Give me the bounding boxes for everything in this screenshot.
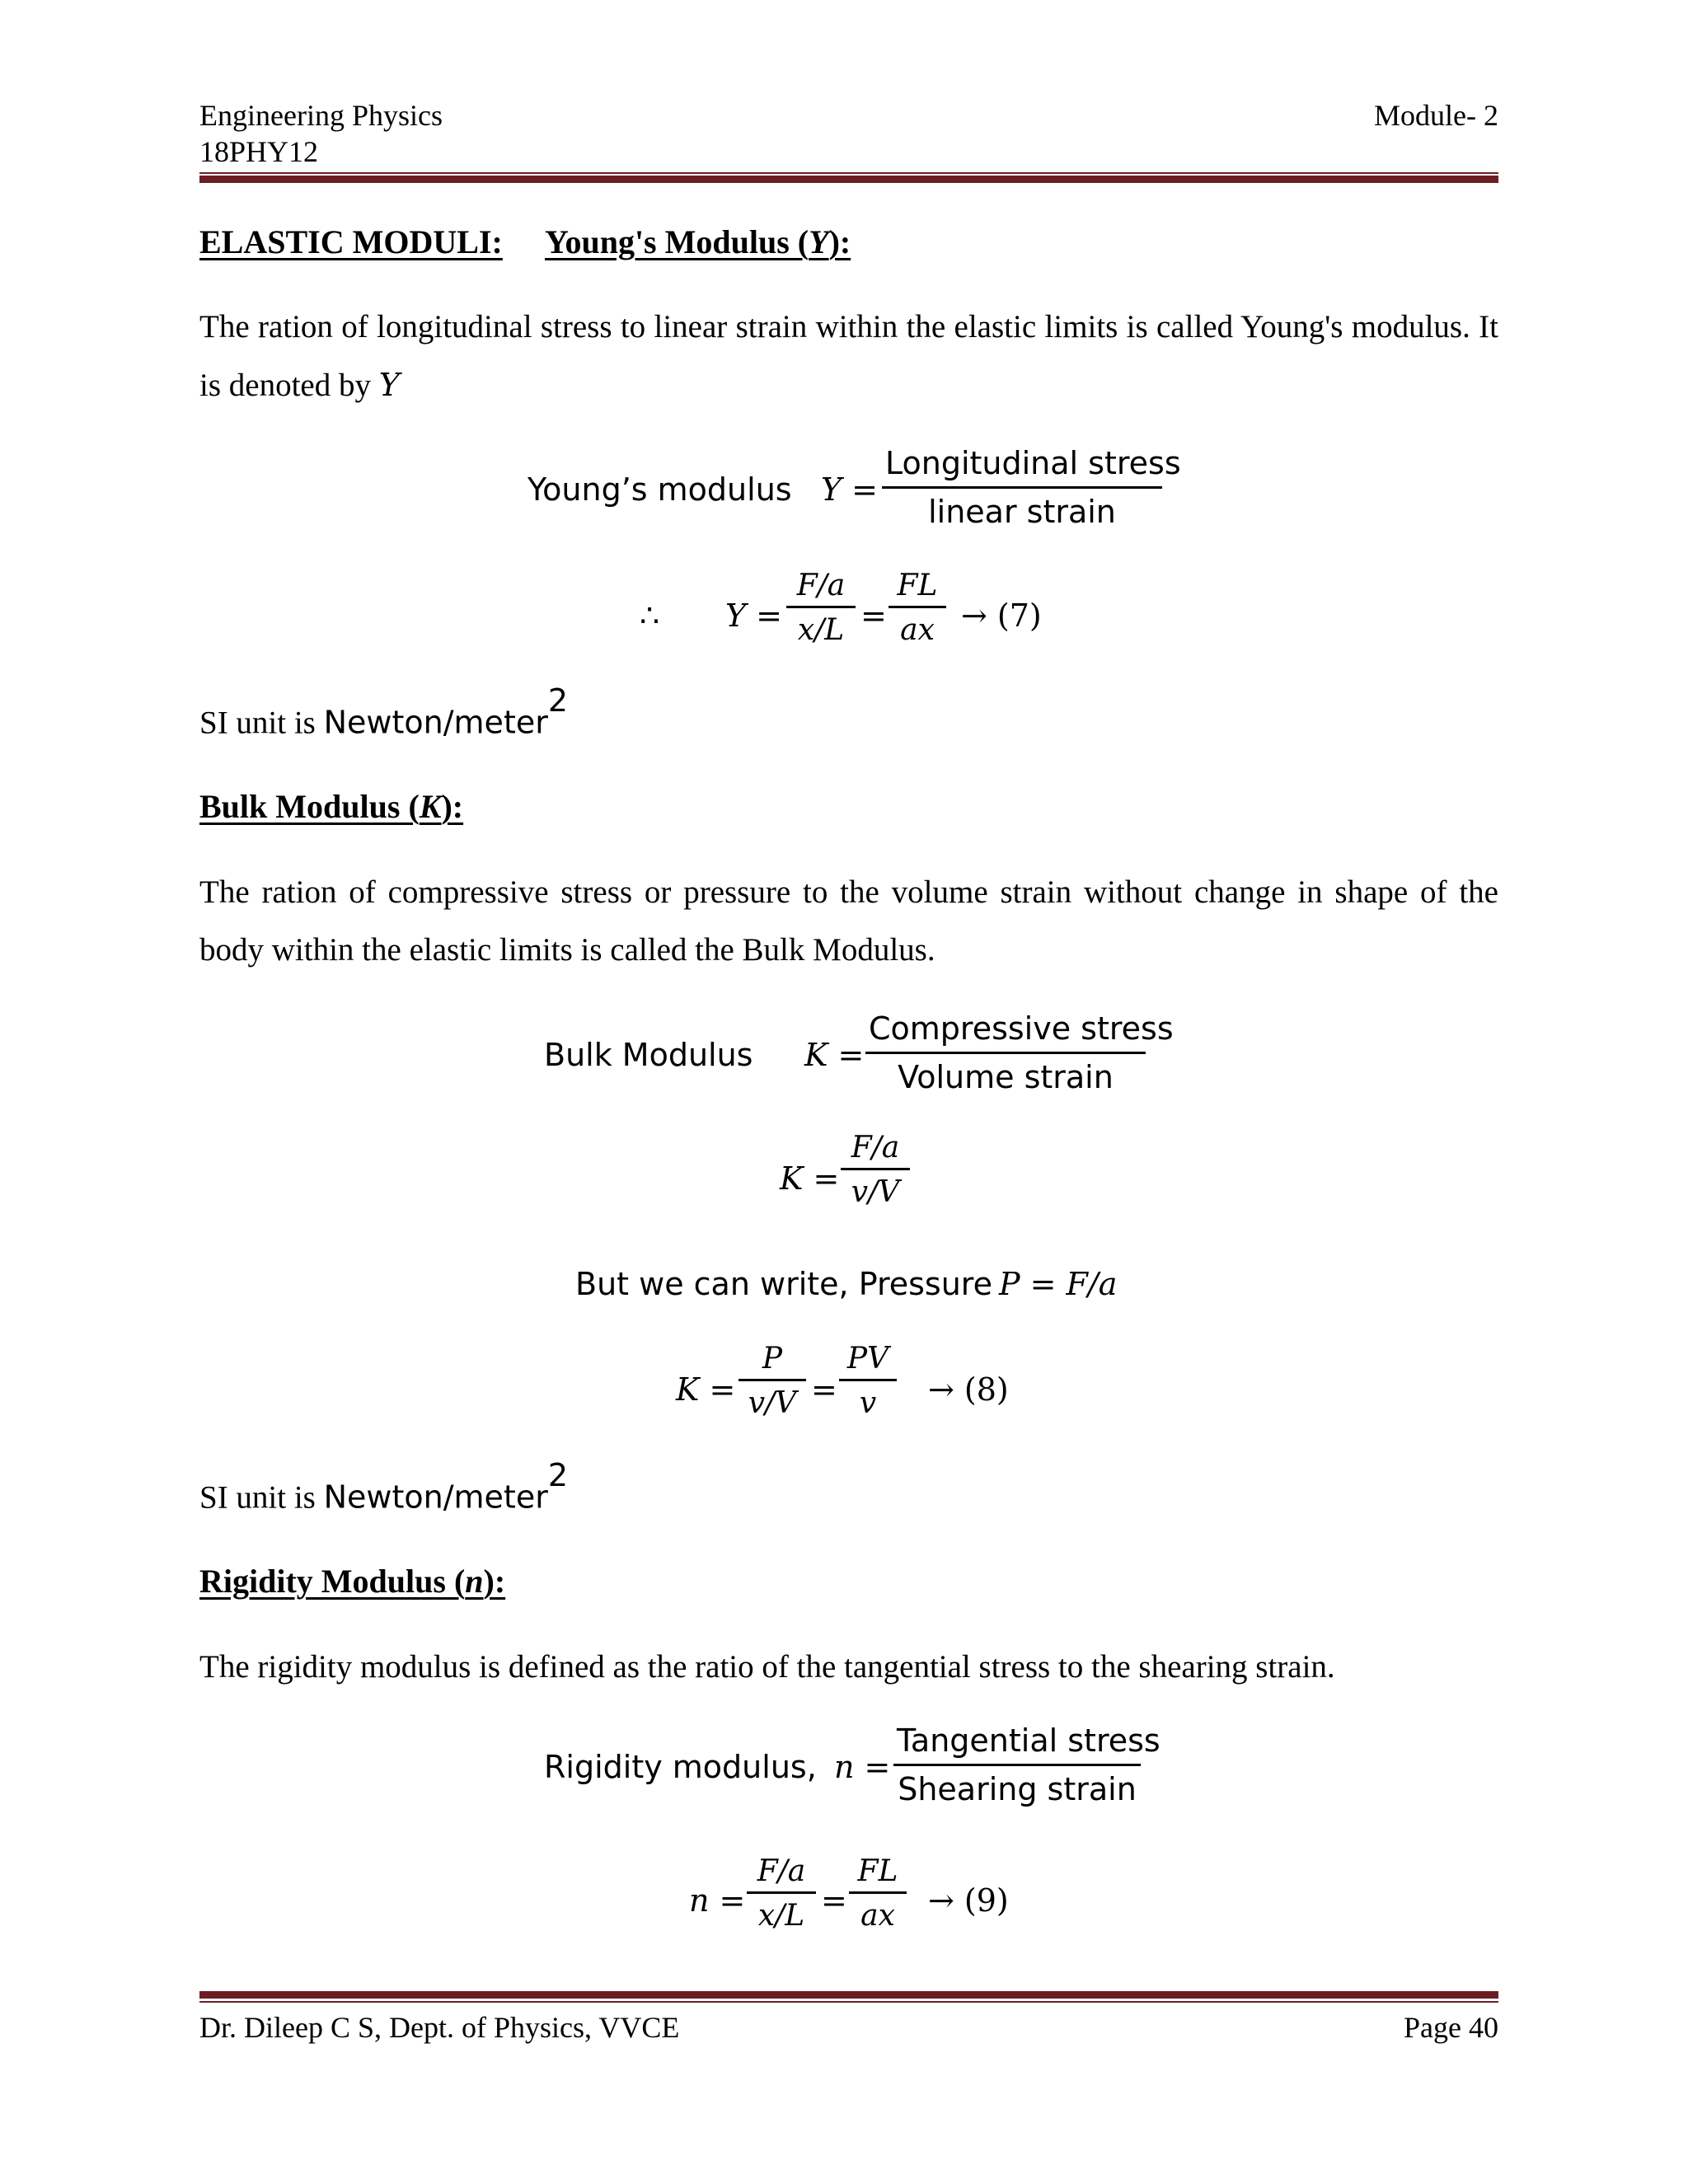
equation-tag-8: → (8) xyxy=(928,1371,1009,1408)
header-code: 18PHY12 xyxy=(199,135,319,168)
bulk-eq4-equals: = xyxy=(811,1371,837,1408)
bulk-eq4-fraction-1: P v/V xyxy=(738,1342,806,1420)
bulk-si-unit: SI unit is Newton/meter$^2$ xyxy=(199,1457,569,1516)
rigidity-eq2-fraction-2: FL ax xyxy=(849,1854,907,1933)
rigidity-eq1-label: Rigidity modulus, xyxy=(544,1749,817,1785)
bulk-eq4-fraction-2: PV v xyxy=(839,1342,897,1420)
rigidity-eq2-lhs: n = xyxy=(689,1882,746,1919)
bulk-eq2-fraction: F/a v/V xyxy=(841,1131,910,1209)
header-module: Module- 2 xyxy=(1374,99,1498,132)
young-si-unit: SI unit is Newton/meter$^2$ xyxy=(199,682,569,741)
footer-page-number: Page 40 xyxy=(1404,2011,1498,2044)
bulk-pressure-line: But we can write, Pressure P = F/a xyxy=(575,1266,1118,1302)
header-rule-thick xyxy=(199,176,1498,183)
young-eq1-label: Young’s modulus xyxy=(528,471,792,508)
header-subject: Engineering Physics xyxy=(199,99,443,132)
rigidity-eq1-fraction: Tangential stress Shearing strain xyxy=(893,1722,1141,1807)
bulk-definition-paragraph: The ration of compressive stress or pressure to the volume strain without change in shape of the body within the elastic limits is called the Bulk Modulus. xyxy=(199,874,1498,968)
section-title-elastic-moduli: ELASTIC MODULI: xyxy=(199,223,503,260)
therefore-symbol: ∴ xyxy=(640,598,660,634)
young-eq1-lhs: Y = xyxy=(821,471,879,508)
bulk-eq2-lhs: K = xyxy=(780,1160,840,1197)
section-title-youngs-modulus: Young's Modulus (Y): xyxy=(545,223,851,260)
young-eq1-fraction: Longitudinal stress linear strain xyxy=(882,445,1162,530)
header-rule-thin xyxy=(199,172,1498,174)
bulk-eq1-label: Bulk Modulus xyxy=(544,1037,753,1073)
young-eq2-equals: = xyxy=(860,598,887,634)
rigidity-eq2-equals: = xyxy=(821,1882,847,1919)
young-eq2-fraction-2: FL ax xyxy=(889,569,946,647)
young-eq2-fraction-1: F/a x/L xyxy=(786,569,856,647)
rigidity-definition-paragraph: The rigidity modulus is defined as the ratio of the tangential stress to the shearing strain. xyxy=(199,1649,1335,1685)
young-definition-paragraph: The ration of longitudinal stress to linear strain within the elastic limits is called Young's modulus. It is denoted by Y xyxy=(199,309,1498,403)
bulk-modulus-title: Bulk Modulus (K): xyxy=(199,788,464,825)
footer-rule-thick xyxy=(199,1991,1498,1999)
bulk-eq1-lhs: K = xyxy=(804,1037,865,1073)
bulk-eq1-fraction: Compressive stress Volume strain xyxy=(865,1010,1146,1095)
equation-tag-9: → (9) xyxy=(928,1882,1009,1919)
rigidity-eq2-fraction-1: F/a x/L xyxy=(747,1854,816,1933)
footer-author: Dr. Dileep C S, Dept. of Physics, VVCE xyxy=(199,2011,680,2044)
footer-rule-thin xyxy=(199,2001,1498,2003)
rigidity-modulus-title: Rigidity Modulus (n): xyxy=(199,1563,506,1600)
young-eq2-lhs: Y = xyxy=(725,598,783,634)
bulk-eq4-lhs: K = xyxy=(676,1371,736,1408)
rigidity-eq1-lhs: n = xyxy=(834,1749,891,1785)
equation-tag-7: → (7) xyxy=(961,598,1042,634)
